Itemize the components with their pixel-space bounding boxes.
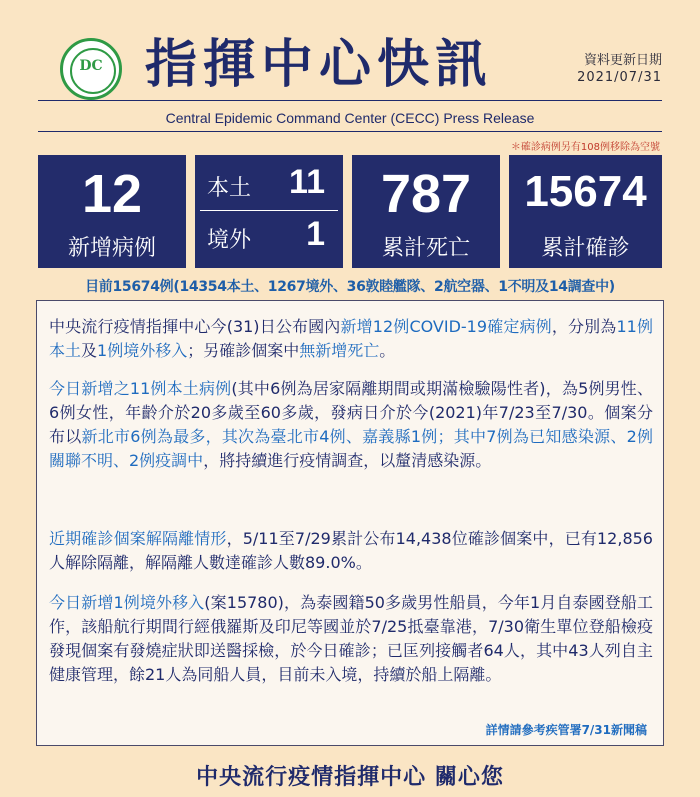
total-label: 累計確診 [541,236,630,261]
divider-top [38,100,662,101]
new-cases-value: 12 [81,164,143,224]
local-divider [200,210,338,211]
imported-label: 境外 [207,228,252,253]
stat-local-imported [195,155,343,268]
divider-bottom [38,131,662,132]
logo-text: DC [79,58,103,74]
new-cases-label: 新增病例 [67,236,156,261]
deaths-value: 787 [380,164,472,224]
paragraph-3: 近期確診個案解隔離情形，5/11至7/29累計公布14,438位確診個案中，已有12,856人解除隔離，解隔離人數達確診人數89.0%。 [49,529,653,572]
paragraph-1: 中央流行疫情指揮中心今(31)日公布國內新增12例COVID-19確定病例，分別為11例本土及1例境外移入；另確診個案中無新增死亡。 [49,317,653,360]
deaths-label: 累計死亡 [381,236,470,261]
date-label: 資料更新日期 [583,53,662,68]
subtitle: Central Epidemic Command Center (CECC) Press Release [165,110,535,126]
paragraph-2: 今日新增之11例本土病例(其中6例為居家隔離期間或期滿檢驗陽性者)，為5例男性、6例女性，年齡介於20多歲至60多歲，發病日介於今(2021)年7/23至7/30。個案分布以新北市6例為最多，其次為臺北市4例、嘉義縣1例；其中7例為已知感染源、2例關聯不明、2例疫調中，將持續進行疫情調查，以釐清感染源。 [49,379,653,470]
local-label: 本土 [207,176,252,201]
paragraph-4: 今日新增1例境外移入(案15780)，為泰國籍50多歲男性船員，今年1月自泰國登船工作，該船航行期間行經俄羅斯及印尼等國並於7/25抵臺靠港，7/30衛生單位登船檢疫發現個案有發燒症狀即送醫採檢，於今日確診；已匡列接觸者64人，其中43人列自主健康管理，餘21人為同船人員，目前未入境，持續於船上隔離。 [49,593,653,684]
detail-reference: 詳情請參考疾管署7/31新聞稿 [485,723,647,737]
content-panel [36,300,664,746]
local-value: 11 [289,163,325,201]
local-row [195,159,343,209]
stat-new-cases [38,155,186,268]
stat-deaths [352,155,500,268]
total-value: 15674 [524,167,647,216]
page-title: 指揮中心快訊 [145,35,494,95]
removed-cases-note: ＊確診病例另有108例移除為空號 [510,142,660,153]
imported-value: 1 [306,215,325,253]
logo [60,38,122,100]
update-date: 2021/07/31 [577,70,662,85]
footer-text: 中央流行疫情指揮中心 關心您 [196,765,504,790]
case-summary: 目前15674例(14354本土、1267境外、36敦睦艦隊、2航空器、1不明及14調查中) [85,279,615,295]
stat-total [509,155,662,268]
imported-row [195,211,343,261]
